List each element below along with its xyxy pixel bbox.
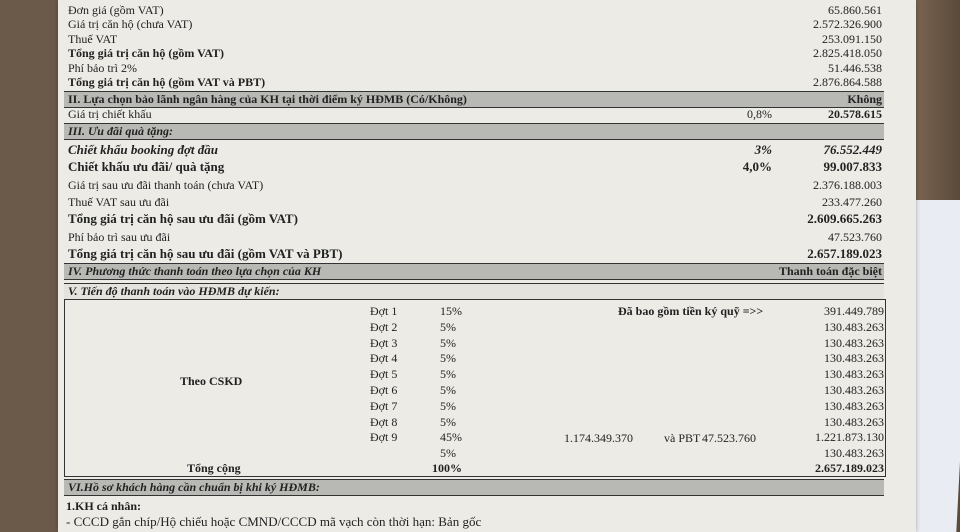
section-6-item: - CCCD gắn chíp/Hộ chiếu hoặc CMND/CCCD mã vạch còn thời hạn: Bản gốc [66,514,482,529]
installment-value: 130.483.263 [824,351,884,366]
promotion-value: 47.523.760 [828,229,882,244]
discount-label: Giá trị chiết khấu [68,107,152,121]
promotion-label: Tổng giá trị căn hộ sau ưu đãi (gồm VAT) [68,211,298,227]
installment-name: Đợt 7 [370,398,398,413]
summary-label: Tổng giá trị căn hộ (gồm VAT và PBT) [68,75,266,89]
section-4-title: IV. Phương thức thanh toán theo lựa chọn của KH [68,264,322,278]
installment-pct: 15% [440,304,462,318]
summary-row [64,75,884,89]
section-2-value: Không [847,92,882,106]
installment-value: 130.483.263 [824,367,884,382]
section-4-value: Thanh toán đặc biệt [778,264,882,278]
installment-value: 130.483.263 [824,383,884,397]
summary-row [64,61,884,75]
installment-pct: 5% [440,367,456,382]
summary-value: 51.446.538 [828,60,882,75]
promotion-row [64,229,884,245]
summary-label: Đơn giá (gồm VAT) [68,3,164,17]
summary-label: Tổng giá trị căn hộ (gồm VAT) [68,46,225,61]
promotion-value: 2.657.189.023 [807,245,882,261]
promotion-row [64,177,884,193]
section-2-header [64,91,884,108]
installment-name: Đợt 8 [370,414,398,429]
section-5-title: V. Tiến độ thanh toán vào HĐMB dự kiến: [68,284,280,298]
installment-name: Đợt 2 [370,319,398,334]
promotion-row [64,142,884,158]
promotion-pct: 3% [754,142,772,157]
promotion-value: 2.609.665.263 [807,211,882,227]
section-6-header [64,479,884,496]
summary-value: 2.876.864.588 [813,75,882,89]
promotion-row [64,159,884,175]
summary-row [64,46,884,60]
total-label: Tổng cộng [187,461,241,475]
installment-pct: 5% [440,383,456,397]
installment-pct: 5% [440,319,456,334]
installment-value: 391.449.789 [824,304,884,318]
discount-row [64,107,884,121]
total-value: 2.657.189.023 [815,461,884,475]
installment-pct: 5% [440,351,456,366]
summary-value: 2.572.326.900 [813,17,882,32]
promotion-label: Chiết khấu ưu đãi/ quà tặng [68,159,225,175]
discount-value: 20.578.615 [828,107,882,121]
section-4-header [64,263,884,280]
installment-name: Đợt 3 [370,335,398,350]
promotion-label: Phí bảo trì sau ưu đãi [68,229,171,244]
installment-name: Đợt 4 [370,351,398,366]
section-6-sub: 1.KH cá nhân: [66,499,142,513]
summary-value: 253.091.150 [822,31,882,46]
installment-value: 1.221.873.130 [815,430,884,445]
installment-pct: 5% [440,446,456,461]
installment-value: 130.483.263 [824,319,884,334]
promotion-label: Chiết khấu booking đợt đầu [68,142,219,157]
installment-value: 130.483.263 [824,398,884,413]
section-2-title: II. Lựa chọn bảo lãnh ngân hàng của KH tại thời điểm ký HĐMB (Có/Không) [68,92,467,106]
promotion-label: Thuế VAT sau ưu đãi [68,194,170,209]
promotion-row [64,194,884,210]
summary-label: Phí bảo trì 2% [68,60,137,75]
discount-pct: 0,8% [747,107,772,121]
promotion-value: 233.477.260 [822,194,882,209]
promotion-pct: 4,0% [742,159,772,175]
installment-value: 130.483.263 [824,446,884,461]
section-6-title: VI.Hồ sơ khách hàng cần chuẩn bị khi ký HĐMB: [68,480,320,494]
section-3-header [64,123,884,140]
summary-row [64,17,884,31]
installment-pct: 45% [440,430,462,445]
installment-value: 130.483.263 [824,414,884,429]
summary-row [64,3,884,17]
installment-name: Đợt 5 [370,367,398,382]
schedule-table [64,299,886,477]
promotion-value: 99.007.833 [823,159,882,175]
installment-value: 130.483.263 [824,335,884,350]
installment-name: Đợt 9 [370,430,398,445]
schedule-group-label: Theo CSKD [180,374,243,388]
promotion-row [64,246,884,262]
summary-row [64,32,884,46]
installment-pct: 5% [440,398,456,413]
promotion-row [64,211,884,227]
summary-value: 2.825.418.050 [813,46,882,61]
installment-pct: 5% [440,414,456,429]
section-5-header [64,283,884,300]
summary-label: Giá trị căn hộ (chưa VAT) [68,17,193,32]
total-pct: 100% [432,461,462,475]
summary-label: Thuế VAT [68,31,118,46]
dot9-amount: 1.174.349.370 [564,431,633,445]
summary-value: 65.860.561 [828,3,882,17]
installment-pct: 5% [440,335,456,350]
section-3-title: III. Ưu đãi quà tặng: [68,124,173,138]
promotion-value: 2.376.188.003 [813,177,882,192]
promotion-value: 76.552.449 [823,142,882,157]
dot9-pbt: 47.523.760 [702,431,756,445]
promotion-label: Tổng giá trị căn hộ sau ưu đãi (gồm VAT và PBT) [68,245,343,261]
installment-name: Đợt 1 [370,304,398,318]
dot9-pbt-label: và PBT [664,431,701,445]
installment-name: Đợt 6 [370,383,398,397]
deposit-note: Đã bao gồm tiền ký quỹ =>> [618,304,764,318]
promotion-label: Giá trị sau ưu đãi thanh toán (chưa VAT) [68,177,264,192]
